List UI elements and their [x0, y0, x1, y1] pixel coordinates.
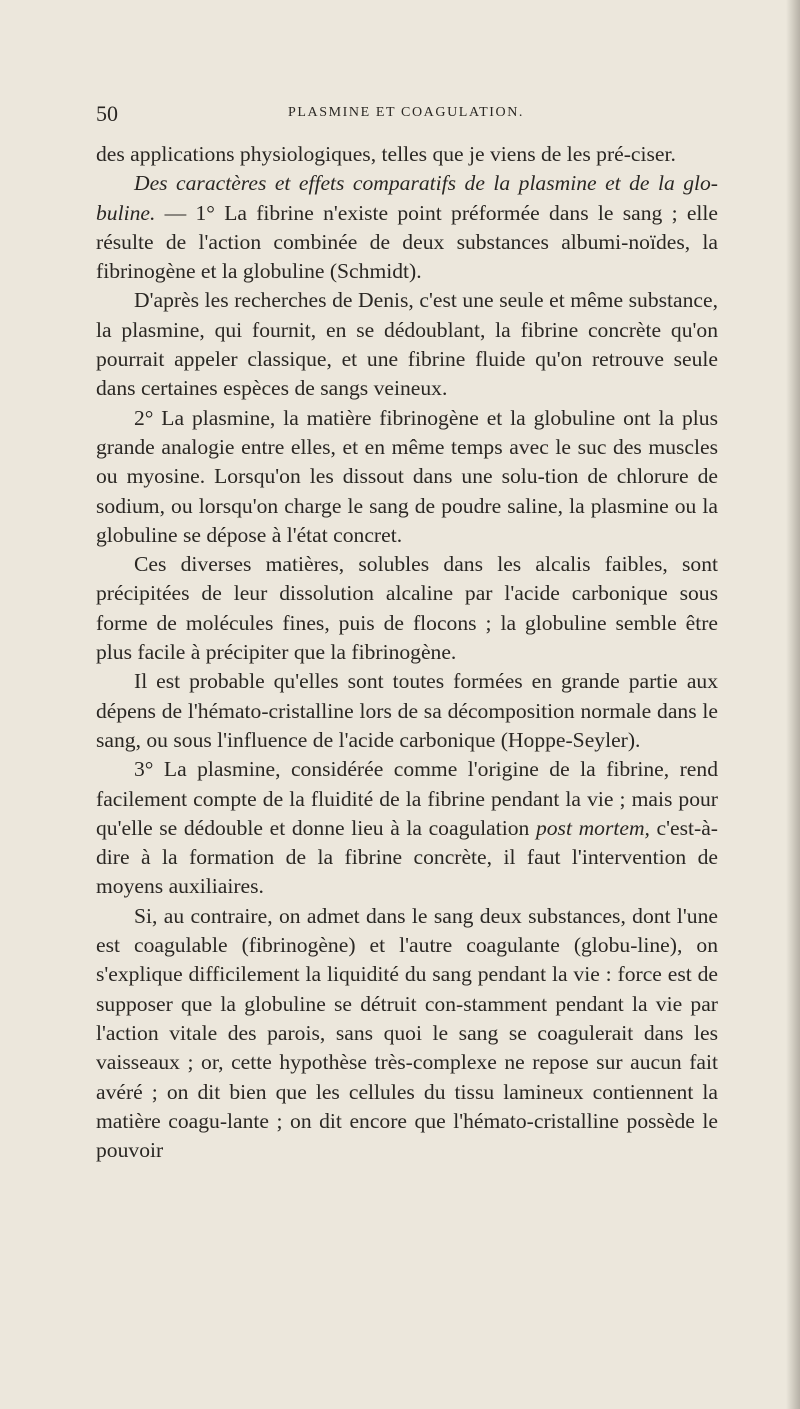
italic-phrase: post mortem, [535, 815, 650, 840]
page-number: 50 [96, 101, 118, 126]
text-run: c'est-à-dire à la formation de la fibrine concrète, il faut l'intervention de moyens auxiliaires. [96, 815, 718, 899]
text-run: — 1° La fibrine n'existe point préformée dans le sang ; elle résulte de l'action combinée de deux substances albumi-noïdes, la fibrinogène et la globuline (Schmidt). [96, 200, 718, 284]
paragraph-4 [96, 404, 718, 550]
text-run: D'après les recherches de Denis, c'est une seule et même substance, la plasmine, qui fournit, en se dédoublant, la fibrine concrète qu'on pourrait appeler classique, et une fibrine fluide qu'on retrouve seule dans certaines espèces de sangs veineux. [96, 288, 718, 401]
paragraph-1 [96, 140, 718, 169]
page-header [96, 101, 716, 131]
section-heading: Des caractères et effets comparatifs de la plasmine et de la glo-buline. [96, 171, 718, 225]
paragraph-5 [96, 550, 718, 667]
paragraph-8 [96, 902, 718, 1166]
text-run: des applications physiologiques, telles que je viens de les pré-ciser. [96, 142, 676, 166]
text-run: Si, au contraire, on admet dans le sang deux substances, dont l'une est coagulable (fibrinogène) et l'autre coagulante (globu-line), on s'explique difficilement la liquidité du sang pendant la vie : force est de supposer que la globuline se détruit con-stamment pendant la vie par l'action vitale des parois, sans quoi le sang se coagulerait dans les vaisseaux ; or, cette hypothèse très-complexe ne repose sur aucun fait avéré ; on dit bien que les cellules du tissu lamineux contiennent la matière coagu-lante ; on dit encore que l'hémato-cristalline possède le pouvoir [96, 903, 718, 1163]
body-text [96, 140, 718, 1165]
text-run: Ces diverses matières, solubles dans les alcalis faibles, sont précipitées de leur dissolution alcaline par l'acide carbonique sous forme de molécules fines, puis de flocons ; la globuline semble être plus facile à précipiter que la fibrinogène. [96, 552, 718, 665]
paragraph-3 [96, 286, 718, 403]
running-title: PLASMINE ET COAGULATION. [287, 105, 525, 120]
text-run: Il est probable qu'elles sont toutes formées en grande partie aux dépens de l'hémato-cristalline lors de sa décomposition normale dans le sang, ou sous l'influence de l'acide carbonique (Hoppe-Seyler). [96, 669, 718, 752]
text-run: 3° La plasmine, considérée comme l'origine de la fibrine, rend facilement compte de la fluidité de la fibrine pendant la vie ; mais pour qu'elle se dédouble et donne lieu à la coagulation [96, 757, 718, 840]
page-edge-shadow [786, 0, 800, 1409]
text-run: 2° La plasmine, la matière fibrinogène et la globuline ont la plus grande analogie entre elles, et en même temps avec le suc des muscles ou myosine. Lorsqu'on les dissout dans une solu-tion de chlorure de sodium, ou lorsqu'on charge le sang de poudre saline, la plasmine ou la globuline se dépose à l'état concret. [96, 405, 718, 547]
paragraph-7 [96, 755, 718, 901]
paragraph-6 [96, 667, 718, 755]
paragraph-2 [96, 169, 718, 286]
